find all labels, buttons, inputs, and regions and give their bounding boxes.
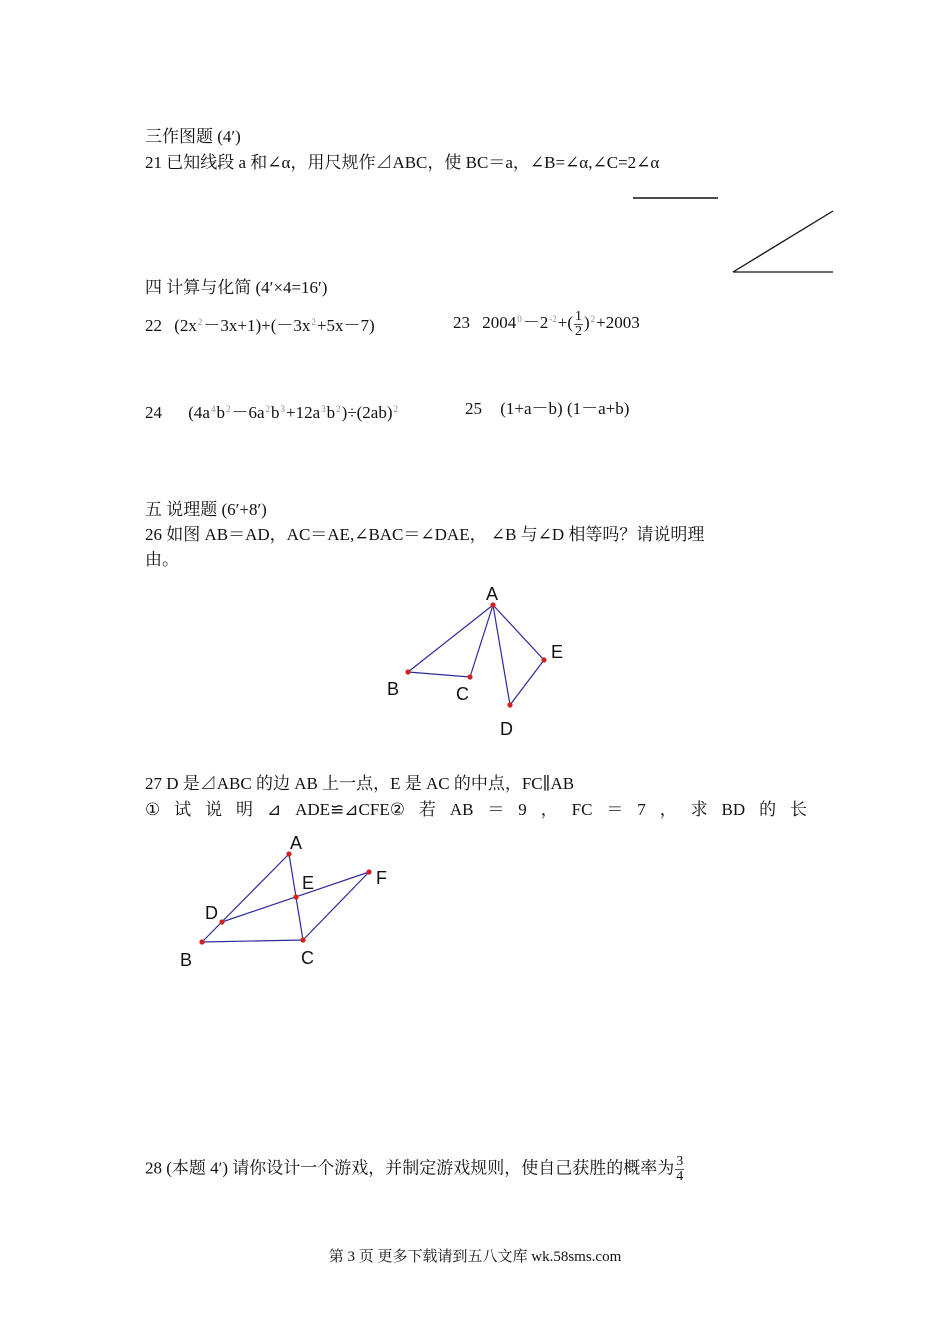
q27-token: AB (449, 800, 474, 819)
q24-part: +12a (286, 403, 321, 422)
label-D: D (500, 719, 513, 739)
question-25 (465, 398, 629, 420)
point-D (219, 919, 224, 924)
q22-part: +5x－7) (316, 316, 375, 335)
q27-token: ＝ (487, 800, 505, 819)
q22-part: (2x (174, 316, 197, 335)
label-B: B (180, 950, 193, 970)
label-F: F (376, 868, 387, 888)
q27-token: 试 (174, 800, 192, 819)
q27-token: 求 (690, 800, 708, 819)
q27-token: 若 (418, 800, 436, 819)
q22-exp: 2 (197, 317, 203, 327)
fraction-three-quarters: $\frac{3}{4}$ (676, 1154, 684, 1184)
segment-BC (202, 940, 303, 942)
segment-AB (202, 854, 289, 942)
q23-part: －2 (522, 313, 549, 332)
label-E: E (551, 642, 564, 662)
point-E (541, 657, 546, 662)
section3-heading: 三作图题 (4′) (145, 127, 241, 146)
q24-part: (4a (188, 403, 210, 422)
segment-AC (470, 605, 493, 677)
q23-part: ) (584, 313, 590, 332)
q24-exp: 2 (225, 404, 231, 414)
question-21: 21 已知线段 a 和∠α，用尺规作⊿ABC，使 BC＝a，∠B=∠α,∠C=2∠α (145, 153, 660, 172)
q24-exp: 3 (280, 404, 286, 414)
figure-26 (370, 580, 590, 745)
q24-part: b (326, 403, 336, 422)
q22-part: －3x+1)+(－3x (203, 316, 311, 335)
label-A: A (486, 584, 499, 604)
q24-exp: 2 (393, 404, 399, 414)
question-26-line1: 26 如图 AB＝AD，AC＝AE,∠BAC＝∠DAE， ∠B 与∠D 相等吗？请说明理 (145, 525, 705, 544)
q25-expression: (1+a－b) (1－a+b) (500, 399, 630, 418)
question-23 (453, 308, 640, 339)
q27-token: BD (721, 800, 746, 819)
q24-exp: 2 (336, 404, 341, 414)
q24-exp: 3 (321, 404, 326, 414)
point-B (405, 669, 410, 674)
question-26-line2: 由。 (145, 550, 179, 569)
question-28 (145, 1155, 685, 1184)
q27-token: ① (145, 800, 161, 819)
q22-exp: 2 (311, 317, 316, 327)
q23-part: 2004 (482, 313, 517, 332)
q27-token: ， (540, 800, 558, 819)
segment-BC (408, 672, 470, 677)
q24-part: －6a (231, 403, 265, 422)
q27-token: 的 (759, 800, 777, 819)
q27-token: ADE≌⊿CFE② (295, 800, 405, 819)
q27-token: 7 (637, 800, 646, 819)
given-figures (620, 190, 850, 285)
q23-number: 23 (453, 313, 470, 332)
point-F (366, 869, 371, 874)
page-footer: 第 3 页 更多下载请到五八文库 wk.58sms.com (328, 1249, 622, 1265)
section4-heading: 四 计算与化简 (4′×4=16′) (145, 278, 328, 297)
q24-exp: 4 (210, 404, 216, 414)
q24-part: b (216, 403, 225, 422)
q24-part: )÷(2ab) (341, 403, 393, 422)
point-C (467, 674, 472, 679)
label-C: C (456, 684, 469, 704)
question-22 (145, 311, 375, 337)
section5-heading: 五 说理题 (6′+8′) (145, 500, 267, 519)
q24-part: b (271, 403, 280, 422)
label-C: C (301, 948, 314, 968)
segment-AB (408, 605, 493, 672)
q23-part: +2003 (596, 313, 640, 332)
point-D (507, 702, 512, 707)
q23-part: +( (557, 313, 573, 332)
q24-number: 24 (145, 403, 162, 422)
q27-token: ， (659, 800, 677, 819)
q27-token: 说 (205, 800, 223, 819)
q27-token: FC (571, 800, 593, 819)
question-24 (145, 398, 399, 424)
point-E (293, 894, 298, 899)
q23-exp: 2 (590, 314, 596, 324)
q28-text: 28 (本题 4′) 请你设计一个游戏，并制定游戏规则，使自己获胜的概率为 (145, 1158, 675, 1178)
q27-token: 9 (518, 800, 527, 819)
label-B: B (387, 679, 400, 699)
label-A: A (290, 833, 303, 853)
label-D: D (205, 903, 218, 923)
q27-token: 长 (790, 800, 807, 819)
fraction-one-half: $\frac{1}{2}$ (575, 308, 582, 339)
q27-token: 明 (236, 800, 254, 819)
q23-exp: -2 (549, 314, 557, 324)
point-B (199, 939, 204, 944)
label-E: E (302, 873, 315, 893)
q23-exp: 0 (517, 314, 522, 324)
q27-token: ＝ (606, 800, 624, 819)
question-27-line2 (145, 799, 807, 821)
q27-token: ⊿ (266, 800, 282, 819)
q24-exp: 2 (265, 404, 271, 414)
figure-27 (170, 830, 400, 975)
q25-number: 25 (465, 399, 482, 418)
question-27-line1: 27 D 是⊿ABC 的边 AB 上一点，E 是 AC 的中点，FC∥AB (145, 774, 575, 793)
point-C (300, 937, 305, 942)
q22-number: 22 (145, 316, 162, 335)
angle-alpha-side (733, 211, 833, 272)
segment-DE (510, 660, 544, 705)
